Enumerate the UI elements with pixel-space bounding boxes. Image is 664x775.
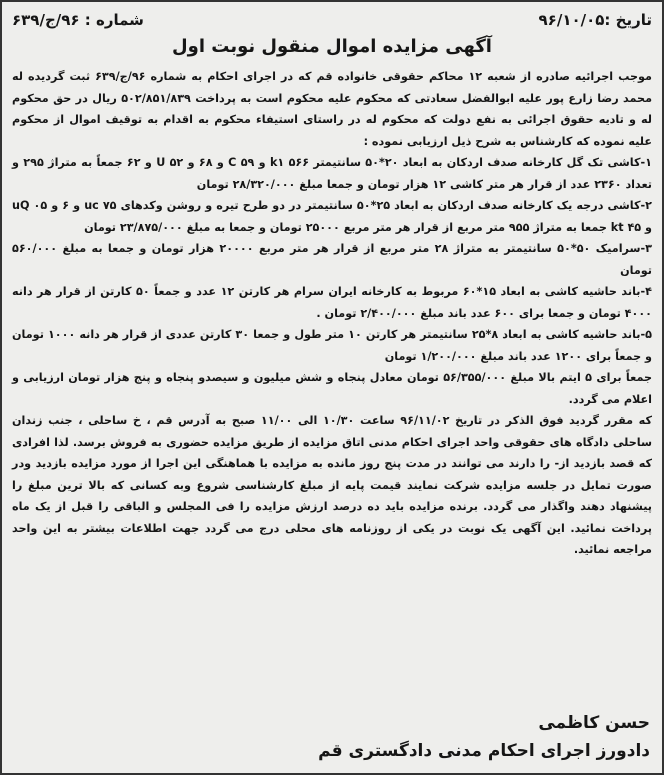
auction-details-paragraph: که مقرر گردید فوق الذکر در تاریخ ۹۶/۱۱/۰۲ ساعت ۱۰/۳۰ الی ۱۱/۰۰ صبح به آدرس قم ، خ ساحلی ، جنب زندان ساحلی دادگاه های حقوقی واحد اجرای احکام مدنی اتاق مزایده از طریق مزایده حضوری به فروش برسد. لذا افرادی که قصد بازدید از- را دارند می توانند در مدت پنج روز مانده به مزایده با هماهنگی این اجرا از مورد مزایده بازدید ودر صورت تمایل در جلسه مزایده شرکت نمایند قیمت پایه از مبلغ کارشناسی شروع وبه کسانی که بالا ترین مبلغ را پیشنهاد دهند واگذار می گردد. برنده مزایده باید ده درصد ارزش مزایده را فی المجلس و الباقی را قبل از یک ماه پرداخت نمائید. این آگهی یک نوبت در یکی از روزنامه های محلی درج می گردد جهت اطلاعات بیشتر به این واحد مراجعه نمائید. xyxy=(12,414,652,556)
signature-block xyxy=(318,709,650,765)
total-paragraph: جمعاً برای ۵ ایتم بالا مبلغ ۵۶/۳۵۵/۰۰۰ تومان معادل پنجاه و شش میلیون و سیصدو پنجاه و پنج هزار تومان ارزیابی و اعلام می گردد. xyxy=(12,371,653,406)
notice-title: آگهی مزایده اموال منقول نوبت اول xyxy=(172,36,492,57)
item-1: ۱-کاشی تک گل کارخانه صدف اردکان به ابعاد ۲۰*۵۰ سانتیمتر k۱ ۵۶۶ و C ۵۹ و ۶۸ و U ۵۲ و ۶۲ جمعاً به متراژ ۲۹۵ و تعداد ۲۳۶۰ عدد از قرار هر متر کاشی ۱۲ هزار تومان و جمعا مبلغ ۲۸/۳۲۰/۰۰۰ تومان xyxy=(12,156,652,191)
item-2: ۲-کاشی درجه یک کارخانه صدف اردکان به ابعاد ۲۵*۵۰ سانتیمتر در دو طرح تیره و روشن وکدهای uc ۷۵ و ۶ و uQ ۰۵ و kt ۴۵ جمعا به متراژ ۹۵۵ متر مربع از قرار هر متر مربع ۲۵۰۰۰ تومان و جمعا به مبلغ ۲۳/۸۷۵/۰۰۰ تومان xyxy=(12,199,653,234)
item-4: ۴-باند حاشیه کاشی به ابعاد ۱۵*۶۰ مربوط به کارخانه ایران سرام هر کارتن ۱۲ عدد و جمعاً ۵۰ کارتن از قرار هر دانه ۴۰۰۰ تومان و جمعا برای ۶۰۰ عدد باند مبلغ ۲/۴۰۰/۰۰۰ تومان . xyxy=(12,285,652,320)
signer-role: دادورز اجرای احکام مدنی دادگستری قم xyxy=(318,741,650,761)
intro-paragraph: موجب اجرائیه صادره از شعبه ۱۲ محاکم حقوقی خانواده قم که در اجرای احکام به شماره ۹۶/ج/۶۳۹ ثبت گردیده له محمد رضا زارع پور علیه ابوالفضل سعادتی که محکوم علیه محکوم است به پرداخت ۵۰۲/۸۵۱/۸۳۹ ریال در حق محکوم له و تادیه حقوق اجرائی به نفع دولت که محکوم له در راستای استیفاء محکوم به اقدام به توقیف اموال از محکوم علیه نموده که کارشناس به شرح ذیل ارزیابی نموده : xyxy=(12,70,652,148)
notice-body xyxy=(12,66,652,561)
notice-date: تاریخ :۹۶/۱۰/۰۵ xyxy=(538,11,652,29)
notice-header xyxy=(12,8,652,32)
item-3: ۳-سرامیک ۵۰*۵۰ سانتیمتر به متراژ ۲۸ متر مربع از قرار هر متر مربع ۲۰۰۰۰ هزار تومان و جمعا به مبلغ ۵۶۰/۰۰۰ تومان xyxy=(12,242,652,277)
item-5: ۵-باند حاشیه کاشی به ابعاد ۸*۲۵ سانتیمتر هر کارتن ۱۰ متر طول و جمعا ۳۰ کارتن عددی از قرار هر دانه ۱۰۰۰ تومان و جمعاً برای ۱۲۰۰ عدد باند مبلغ ۱/۲۰۰/۰۰۰ تومان xyxy=(12,328,652,363)
signer-name: حسن کاظمی xyxy=(538,713,650,733)
notice-number: شماره : ۹۶/ج/۶۳۹ xyxy=(12,11,144,29)
